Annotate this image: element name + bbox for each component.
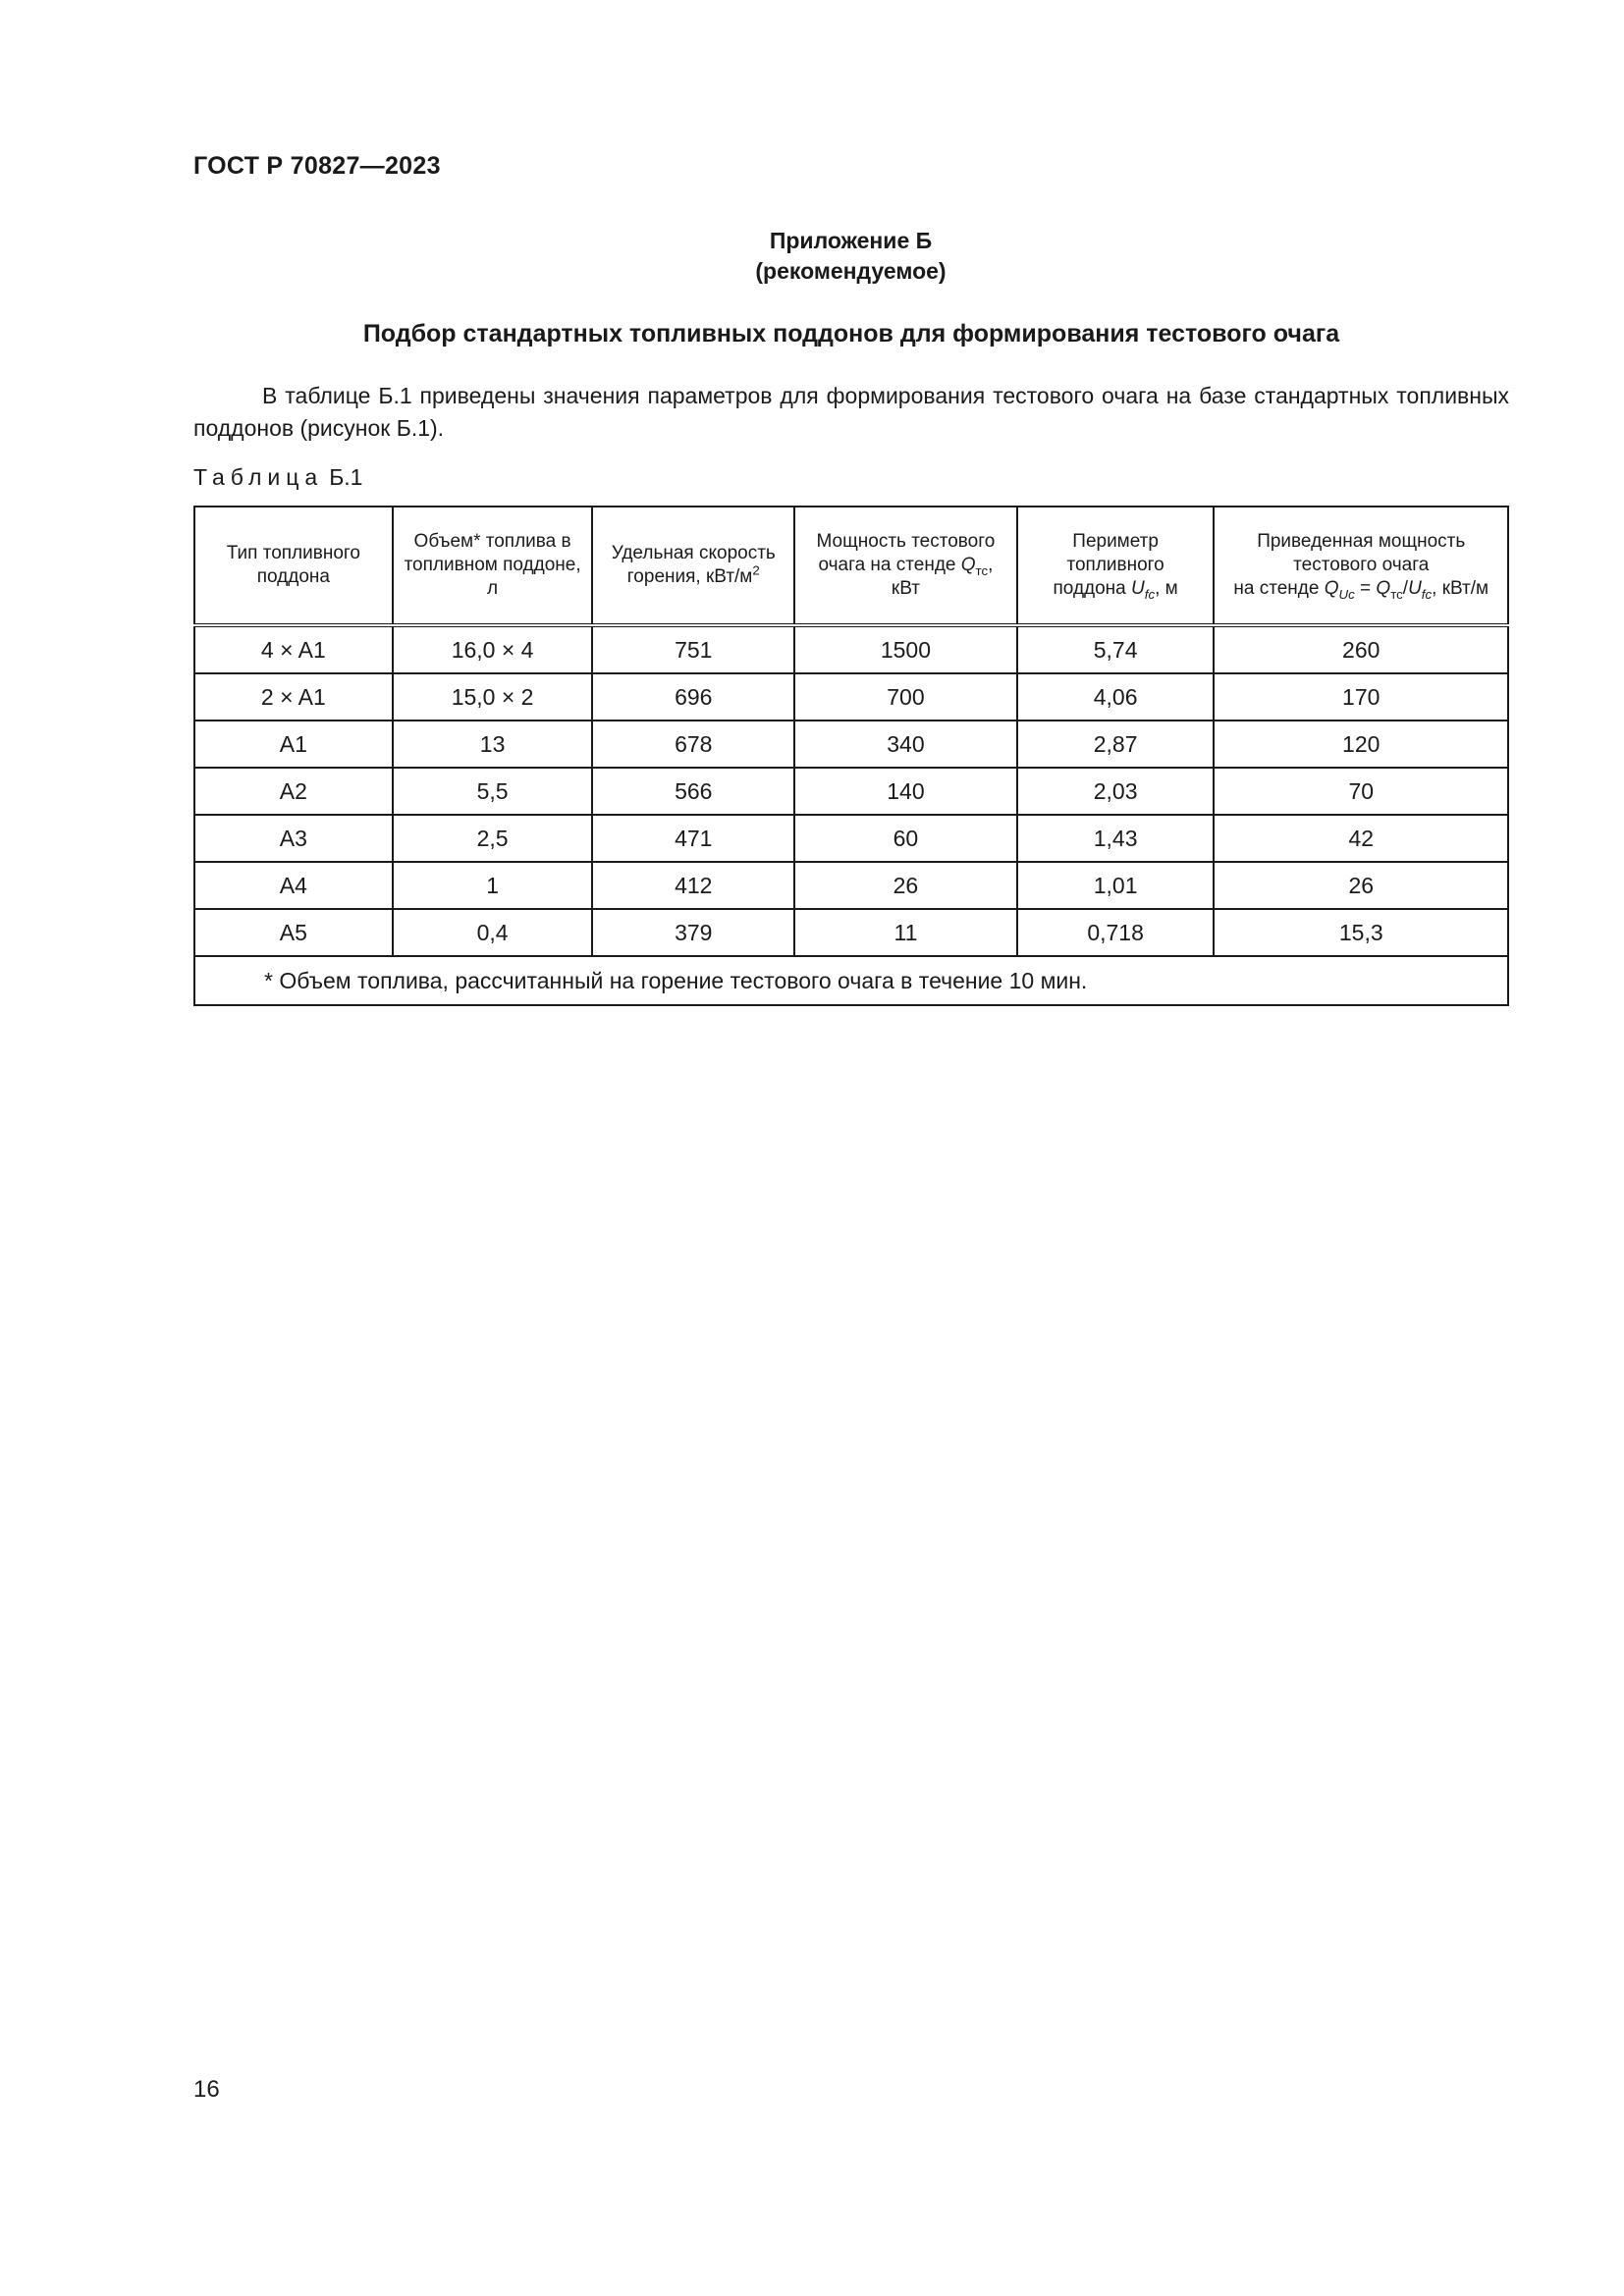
fuel-tray-table (193, 506, 1509, 1006)
table-footnote-row (194, 956, 1508, 1005)
table-footnote: * Объем топлива, рассчитанный на горение тестового очага в течение 10 мин. (194, 956, 1508, 1005)
header-fire-power: Мощность тестового очага на стенде $Q_{тс}$, кВт (794, 507, 1017, 625)
cell-tray-type: A5 (194, 909, 393, 956)
table-caption (193, 464, 362, 491)
cell-burn-rate: 471 (592, 815, 794, 862)
cell-tray-type: A2 (194, 768, 393, 815)
cell-fuel-volume: 0,4 (393, 909, 593, 956)
cell-tray-perimeter: 1,43 (1017, 815, 1215, 862)
header-tray-perimeter: Периметр топливного поддона $U_{fc}$, м (1017, 507, 1215, 625)
cell-reduced-power: 26 (1214, 862, 1508, 909)
table-row (194, 815, 1508, 862)
cell-fuel-volume: 15,0 × 2 (393, 673, 593, 721)
table-header-row (194, 507, 1508, 625)
header-fuel-volume: Объем* топлива в топливном поддоне, л (393, 507, 593, 625)
cell-burn-rate: 678 (592, 721, 794, 768)
cell-tray-perimeter: 1,01 (1017, 862, 1215, 909)
cell-burn-rate: 751 (592, 625, 794, 673)
cell-fuel-volume: 16,0 × 4 (393, 625, 593, 673)
cell-fire-power: 340 (794, 721, 1017, 768)
page-number: 16 (193, 2076, 220, 2103)
cell-burn-rate: 412 (592, 862, 794, 909)
cell-fuel-volume: 2,5 (393, 815, 593, 862)
header-burn-rate: Удельная скорость горения, кВт/$м^2$ (592, 507, 794, 625)
table-row (194, 721, 1508, 768)
cell-fuel-volume: 13 (393, 721, 593, 768)
cell-fire-power: 26 (794, 862, 1017, 909)
cell-tray-type: A1 (194, 721, 393, 768)
cell-fire-power: 60 (794, 815, 1017, 862)
cell-fire-power: 11 (794, 909, 1017, 956)
intro-paragraph: В таблице Б.1 приведены значения параметров для формирования тестового очага на базе стандартных топливных поддонов (рисунок Б.1). (193, 383, 1509, 441)
cell-reduced-power: 120 (1214, 721, 1508, 768)
cell-tray-perimeter: 2,87 (1017, 721, 1215, 768)
cell-burn-rate: 696 (592, 673, 794, 721)
cell-tray-perimeter: 0,718 (1017, 909, 1215, 956)
cell-reduced-power: 260 (1214, 625, 1508, 673)
table-row (194, 862, 1508, 909)
table-caption-label: Таблица (193, 464, 324, 490)
table-row (194, 625, 1508, 673)
table-row (194, 909, 1508, 956)
cell-tray-type: 2 × A1 (194, 673, 393, 721)
header-reduced-power: Приведенная мощность тестового очага на стенде $Q_{Uc} = Q_{тс}/U_{fc}$, кВт/м (1214, 507, 1508, 625)
appendix-status: (рекомендуемое) (755, 258, 947, 284)
cell-fuel-volume: 1 (393, 862, 593, 909)
cell-tray-perimeter: 5,74 (1017, 625, 1215, 673)
cell-fuel-volume: 5,5 (393, 768, 593, 815)
cell-tray-perimeter: 4,06 (1017, 673, 1215, 721)
document-code: ГОСТ Р 70827—2023 (193, 152, 441, 180)
cell-reduced-power: 170 (1214, 673, 1508, 721)
cell-tray-type: 4 × A1 (194, 625, 393, 673)
cell-reduced-power: 15,3 (1214, 909, 1508, 956)
table-row (194, 673, 1508, 721)
table-caption-number: Б.1 (329, 464, 363, 490)
cell-fire-power: 1500 (794, 625, 1017, 673)
appendix-title: Приложение Б (769, 228, 933, 253)
cell-fire-power: 700 (794, 673, 1017, 721)
cell-fire-power: 140 (794, 768, 1017, 815)
header-tray-type: Тип топливного поддона (194, 507, 393, 625)
cell-burn-rate: 566 (592, 768, 794, 815)
cell-tray-type: A4 (194, 862, 393, 909)
section-title: Подбор стандартных топливных поддонов для формирования тестового очага (362, 320, 1340, 347)
cell-reduced-power: 42 (1214, 815, 1508, 862)
table-row (194, 768, 1508, 815)
cell-tray-perimeter: 2,03 (1017, 768, 1215, 815)
cell-reduced-power: 70 (1214, 768, 1508, 815)
cell-tray-type: A3 (194, 815, 393, 862)
cell-burn-rate: 379 (592, 909, 794, 956)
